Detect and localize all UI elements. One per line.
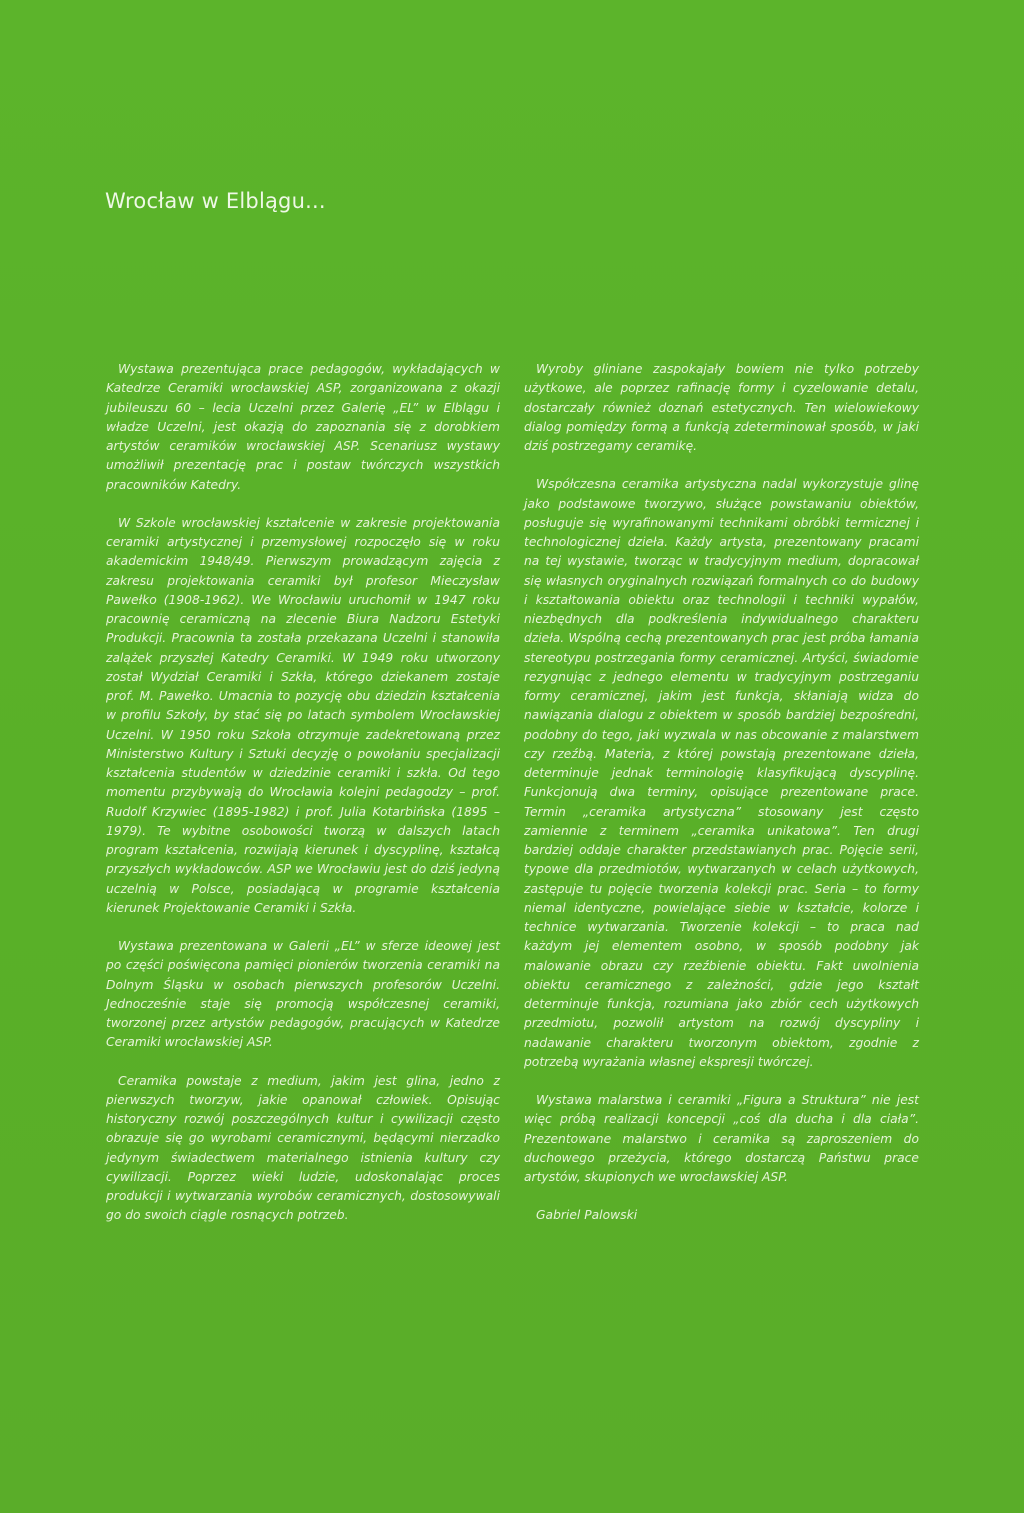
paragraph: Wystawa prezentująca prace pedagogów, wykładających w Katedrze Ceramiki wrocławskiej ASP, zorganizowana z okazji jubileuszu 60 – lecia Uczelni przez Galerię „EL” w Elblągu i władze Uczelni, jest okazją do zapoznania się z dorobkiem artystów ceramików wrocławskiej ASP. Scenariusz wystawy umożliwił prezentację prac i postaw twórczych wszystkich pracowników Katedry. xyxy=(106,362,500,492)
paragraph: W Szkole wrocławskiej kształcenie w zakresie projektowania ceramiki artystycznej i przemysłowej rozpoczęło się w roku akademickim 1948/49. Pierwszym prowadzącym zajęcia z zakresu projektowania ceramiki był profesor Mieczysław Pawełko (1908-1962). We Wrocławiu uruchomił w 1947 roku pracownię ceramiczną na zlecenie Biura Nadzoru Estetyki Produkcji. Pracownia ta została przekazana Uczelni i stanowiła zalążek przyszłej Katedry Ceramiki. W 1949 roku utworzony został Wydział Ceramiki i Szkła, którego dziekanem zostaje prof. M. Pawełko. Umacnia to pozycję obu dziedzin kształcenia w profilu Szkoły, by stać się po latach symbolem Wrocławskiej Uczelni. W 1950 roku Szkoła otrzymuje zadekretowaną przez Ministerstwo Kultury i Sztuki decyzję o powołaniu specjalizacji kształcenia studentów w dziedzinie ceramiki i szkła. Od tego momentu przybywają do Wrocławia kolejni pedagodzy – prof. Rudolf Krzywiec (1895-1982) i prof. Julia Kotarbińska (1895 – 1979). Te wybitne osobowości tworzą w dalszych latach program kształcenia, rozwijają kierunek i dyscyplinę, kształcą przyszłych wykładowców. ASP we Wrocławiu jest do dziś jedyną uczelnią w Polsce, posiadającą w programie kształcenia kierunek Projektowanie Ceramiki i Szkła. xyxy=(106,515,500,915)
paragraph: Wystawa malarstwa i ceramiki „Figura a Struktura” nie jest więc próbą realizacji koncepcji „coś dla ducha i dla ciała”. Prezentowane malarstwo i ceramika są zaproszeniem do duchowego przeżycia, którego dostarczą Państwu prace artystów, skupionych we wrocławskiej ASP. xyxy=(524,1093,919,1184)
paragraph: Współczesna ceramika artystyczna nadal wykorzystuje glinę jako podstawowe tworzywo, służące powstawaniu obiektów, posługuje się wyrafinowanymi technikami obróbki termicznej i technologicznej dzieła. Każdy artysta, prezentowany pracami na tej wystawie, tworząc w tradycyjnym medium, dopracował się własnych oryginalnych rozwiązań formalnych co do budowy i kształtowania obiektu oraz technologii i techniki wypałów, niezbędnych dla podkreślenia indywidualnego charakteru dzieła. Wspólną cechą prezentowanych prac jest próba łamania stereotypu postrzegania formy ceramicznej. Artyści, świadomie rezygnując z jednego elementu w tradycyjnym postrzeganiu formy ceramicznej, jakim jest funkcja, skłaniają widza do nawiązania dialogu z obiektem w sposób bardziej bezpośredni, podobny do tego, jaki wyzwala w nas obcowanie z malarstwem czy rzeźbą. Materia, z której powstają prezentowane dzieła, determinuje jednak terminologię klasyfikującą dyscyplinę. Funkcjonują dwa terminy, opisujące prezentowane prace. Termin „ceramika artystyczna” stosowany jest często zamiennie z terminem „ceramika unikatowa”. Ten drugi bardziej oddaje charakter przedstawianych prac. Pojęcie serii, typowe dla przedmiotów, wytwarzanych w celach użytkowych, zastępuje tu pojęcie tworzenia kolekcji prac. Seria – to formy niemal identyczne, powielające siebie w kształcie, kolorze i technice wytwarzania. Tworzenie kolekcji – to praca nad każdym jej elementem osobno, w sposób podobny jak malowanie obrazu czy rzeźbienie obiektu. Fakt uwolnienia obiektu ceramicznego z zależności, gdzie jego kształt determinuje funkcja, rozumiana jako zbiór cech użytkowych przedmiotu, pozwolił artystom na rozwój dyscypliny i nadawanie charakteru tworzonym obiektom, zgodnie z potrzebą wyrażania własnej ekspresji twórczej. xyxy=(524,477,919,1069)
author-signature: Gabriel Palowski xyxy=(536,1208,638,1223)
right-column xyxy=(524,360,919,1245)
left-column xyxy=(106,360,500,1245)
paragraph: Wystawa prezentowana w Galerii „EL” w sferze ideowej jest po części poświęcona pamięci pionierów tworzenia ceramiki na Dolnym Śląsku w osobach pierwszych profesorów Uczelni. Jednocześnie staje się promocją współczesnej ceramiki, tworzonej przez artystów pedagogów, pracujących w Katedrze Ceramiki wrocławskiej ASP. xyxy=(106,939,500,1050)
paragraph: Wyroby gliniane zaspokajały bowiem nie tylko potrzeby użytkowe, ale poprzez rafinację formy i cyzelowanie detalu, dostarczały również doznań estetycznych. Ten wielowiekowy dialog pomiędzy formą a funkcją zdeterminował sposób, w jaki dziś postrzegamy ceramikę. xyxy=(524,362,919,453)
page-title: Wrocław w Elblągu... xyxy=(105,189,326,213)
paragraph: Ceramika powstaje z medium, jakim jest glina, jedno z pierwszych tworzyw, jakie opanował człowiek. Opisując historyczny rozwój poszczególnych kultur i cywilizacji często obrazuje się go wyrobami ceramicznymi, będącymi nierzadko jedynym świadectwem materialnego istnienia kultury czy cywilizacji. Poprzez wieki ludzie, udoskonalając proces produkcji i wytwarzania wyrobów ceramicznych, dostosowywali go do swoich ciągle rosnących potrzeb. xyxy=(106,1073,500,1223)
